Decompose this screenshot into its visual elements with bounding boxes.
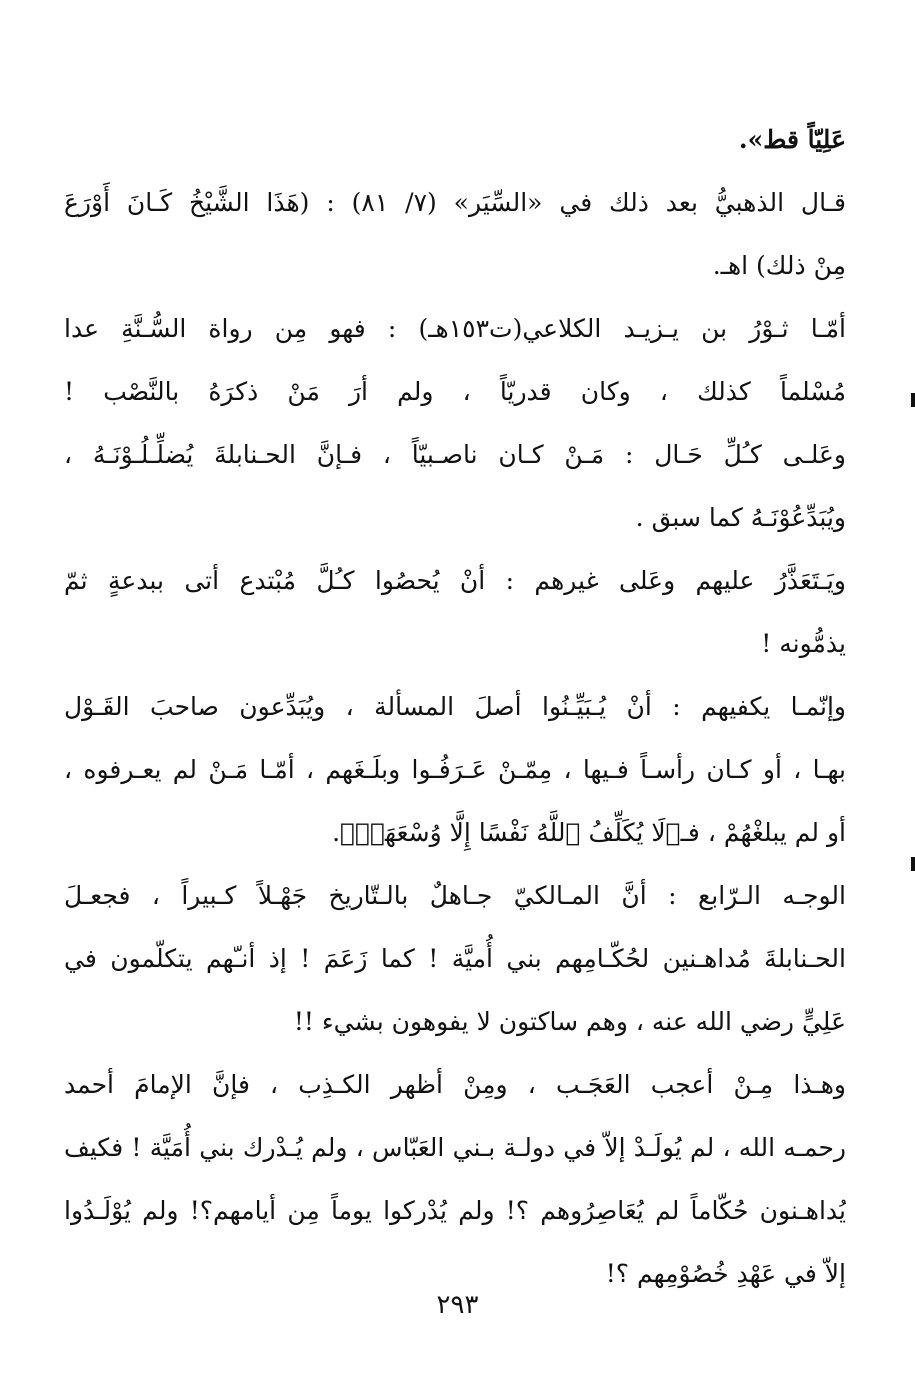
text-line: الحـنابلةَ مُداهـنين لحُكّـامِهم بني أُميَّة ! كما زَعَمَ ! إذ أنـّهم يتكلّمون في bbox=[64, 944, 846, 973]
margin-mark bbox=[911, 393, 915, 407]
text-line: بهـا ، أو كـان رأسـاً فـيها ، مِمّـنْ عَـرَفُـوا وبلَـغَهم ، أمّـا مَـنْ لم يعـرفوه ، bbox=[64, 755, 846, 784]
text-line: عَلِيّاً قط». bbox=[738, 125, 846, 154]
page-number: ٢٩٣ bbox=[436, 1290, 479, 1320]
text-line: وعَلـى كـُلِّ حَـال : مَـنْ كـان ناصـبيّاً ، فـإنَّ الحـنابلةَ يُضلِّـلُـوْنَـهُ ، bbox=[64, 440, 846, 469]
text-line: يذمُّونه ! bbox=[761, 629, 846, 658]
text-line: ويُبَدِّعُوْنَـهُ كما سبق . bbox=[635, 503, 846, 532]
text-line: عَلِيٍّ رضي الله عنه ، وهم ساكتون لا يفوهون بشيء !! bbox=[293, 1007, 846, 1036]
text-line: مُسْلماً كذلك ، وكان قدريّاً ، ولم أرَ مَنْ ذكرَهُ بالنَّصْب ! bbox=[64, 377, 846, 406]
text-line: مِنْ ذلك) اهـ. bbox=[712, 251, 846, 280]
text-line: رحمـه الله ، لم يُولَـدْ إلاّ في دولـة بـني العَبّاس ، ولم يُـدْرك بني أُمَيَّة ! فكيف bbox=[64, 1133, 846, 1162]
text-line: أو لم يبلغْهُمْ ، فـ﴿لَا يُكَلِّفُ ٱللَّهُ نَفْسًا إِلَّا وُسْعَهَاۚ﴾. bbox=[332, 818, 846, 847]
text-line: أمّـا ثـوْرُ بن يـزيـد الكلاعي(ت١٥٣هـ) : فهو مِن رواة السُّـنَّةِ عدا bbox=[64, 314, 846, 343]
margin-mark bbox=[911, 857, 915, 871]
text-line: إلاّ في عَهْدِ خُصُوْمِهم ؟! bbox=[605, 1259, 846, 1288]
body-text bbox=[64, 108, 846, 1305]
text-line: يُداهـنون حُكّاماً لم يُعَاصِرُوهم ؟! ولم يُدْركوا يوماً مِن أيامهم؟! ولم يُوْلَـدُوا bbox=[64, 1196, 846, 1225]
text-line: قـال الذهبيُّ بعد ذلك في «السِّيَر» (٧/ ٨١) : (هَذَا الشَّيْخُ كَـانَ أَوْرَعَ bbox=[64, 188, 846, 217]
text-line: الوجـه الـرّابع : أنَّ المـالكيّ جـاهلٌ بالـتّاريخ جَهْـلاً كـبيراً ، فجعـلَ bbox=[64, 881, 846, 910]
text-line: وهـذا مِـنْ أعجب العَجَـب ، ومِنْ أظهر الكـذِب ، فإنَّ الإمامَ أحمد bbox=[64, 1070, 846, 1099]
text-line: ويَـتَعَذَّرُ عليهم وعَلى غيرهم : أنْ يُحصُوا كـُلَّ مُبْتدع أتى ببدعةٍ ثمّ bbox=[64, 566, 846, 595]
text-line: وإنّمـا يكفيهم : أنْ يُـبَيِّـنُوا أصلَ المسألة ، ويُبَدِّعون صاحبَ القَـوْل bbox=[64, 692, 846, 721]
